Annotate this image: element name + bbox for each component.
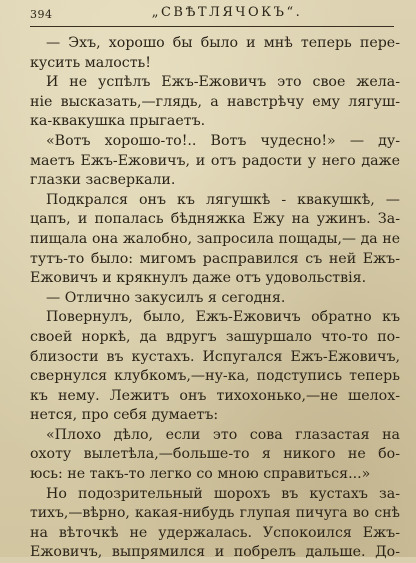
text-line: глазки засверкали.: [30, 172, 176, 189]
text-line: своей норкѣ, да вдругъ зашуршало что-то по-: [30, 328, 400, 345]
text-line: «Вотъ хорошо-то!.. Вотъ чудесно!» — ду-: [46, 132, 400, 149]
text-line: — Отлично закусилъ я сегодня.: [46, 289, 286, 306]
text-line: маетъ Ежъ-Ежовичъ, и отъ радости у него даже: [30, 152, 400, 169]
text-line: — Эхъ, хорошо бы было и мнѣ теперь пере-: [46, 35, 400, 51]
text-line: тутъ-то было: мигомъ расправился съ ней Ежъ-: [30, 250, 400, 267]
text-line: свернулся клубкомъ,—ну-ка, подступись теперь: [30, 368, 400, 385]
text-line: Подкрался онъ къ лягушкѣ - квакушкѣ, —: [46, 191, 400, 208]
page-number: 394: [30, 8, 53, 21]
text-line: близости въ кустахъ. Испугался Ежъ-Ежовичъ,: [30, 348, 400, 365]
page-header: [30, 4, 394, 26]
text-line: Ежовичъ, выпрямился и побрелъ дальше. До-: [30, 544, 400, 561]
body-text: [30, 34, 400, 563]
text-line: И не успѣлъ Ежъ-Ежовичъ это свое желa-: [46, 74, 400, 91]
text-line: юсь: не такъ-то легко со мною справиться...»: [30, 466, 371, 483]
text-line: Повернулъ, было, Ежъ-Ежовичъ обратно къ: [46, 309, 400, 326]
text-line: тихъ,—вѣрно, какая-нибудь глупая пичуга во снѣ: [30, 505, 400, 522]
text-line: «Плохо дѣло, если это сова глазастая на: [46, 426, 400, 443]
text-line: нется, про себя думаетъ:: [30, 407, 219, 424]
text-line: охоту вылетѣла,—больше-то я никого не бо-: [30, 446, 400, 463]
running-title: „СВѢТЛЯЧОКЪ“.: [151, 5, 303, 20]
text-line: кусить малость!: [30, 54, 151, 71]
text-line: ка-квакушка прыгаетъ.: [30, 113, 206, 130]
text-line: пищала она жалобно, запросила пощады,— да не: [30, 230, 400, 247]
header-rule: [30, 26, 394, 27]
text-line: нiе высказать,—глядь, а навстрѣчу ему лягуш-: [30, 93, 400, 110]
text-line: Но подозрительный шорохъ въ кустахъ за-: [46, 485, 400, 502]
text-line: къ нему. Лежитъ онъ тихохонько,—не шелох-: [30, 387, 400, 404]
text-line: на вѣточкѣ не удержалась. Успокоился Ежъ-: [30, 524, 400, 541]
text-line: Ежовичъ и крякнулъ даже отъ удовольствiя.: [30, 270, 367, 287]
text-line: цапъ, и попалась бѣдняжка Ежу на ужинъ. За-: [30, 211, 400, 228]
